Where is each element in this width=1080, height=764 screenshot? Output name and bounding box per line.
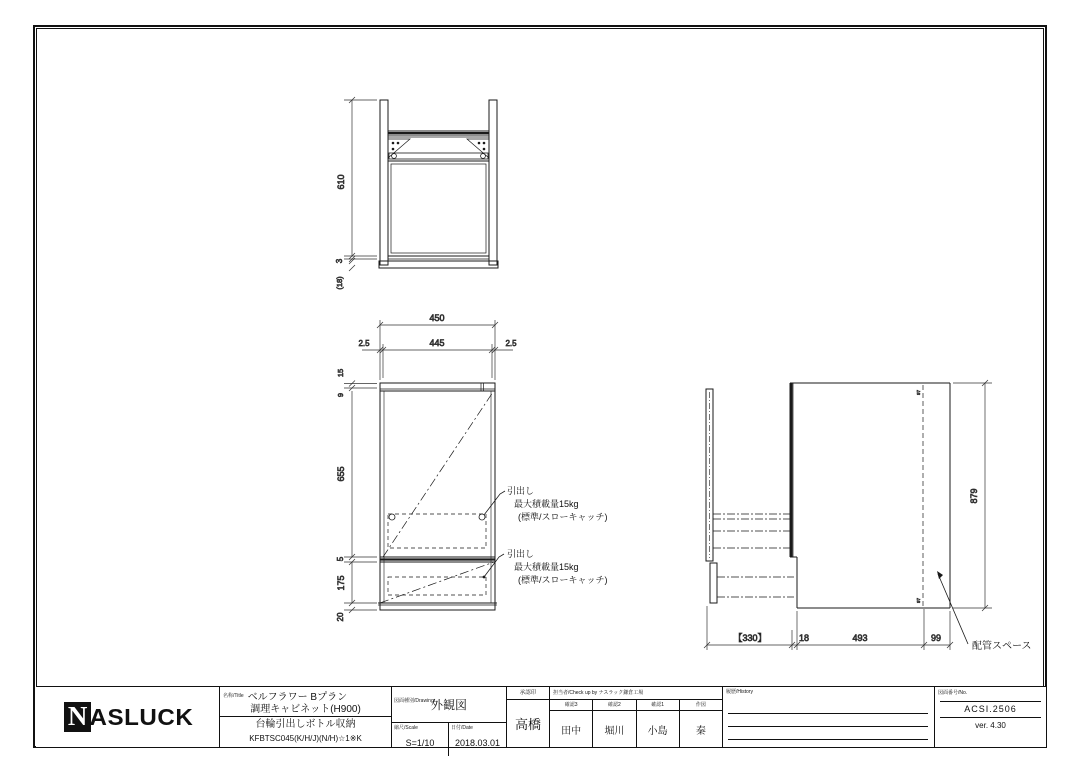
logo-wordmark: ASLUCK bbox=[89, 703, 194, 730]
history-header: 履歴/History bbox=[726, 689, 753, 695]
front-dimensions bbox=[336, 313, 517, 621]
side-dim-height: 879 bbox=[969, 488, 979, 504]
front-dim-top-panel: 15 bbox=[336, 368, 345, 378]
checkup-role-draw: 作図 bbox=[680, 700, 722, 711]
front-dim-divider: 5 bbox=[336, 556, 345, 562]
product-code: KFBTSC045(K/H/J)(N/H)☆1※K bbox=[249, 734, 362, 743]
side-dim-pullout: 【330】 bbox=[733, 633, 767, 643]
pipe-space-callout bbox=[937, 571, 1032, 652]
product-series: ベルフラワー Bプラン bbox=[247, 691, 348, 703]
plan-dim-gap: 3 bbox=[335, 258, 344, 264]
title-block bbox=[36, 686, 1046, 747]
approval-header: 承認印 bbox=[507, 687, 549, 700]
product-feature: 台輪引出しボトル収納 bbox=[255, 719, 356, 730]
plan-view bbox=[379, 100, 498, 268]
checkup-col-1 bbox=[636, 700, 679, 747]
pipe-tick-top: 97 bbox=[916, 389, 921, 395]
callout-upper-line3: (標準/スローキャッチ) bbox=[518, 512, 608, 522]
plan-dim-base: (18) bbox=[335, 276, 344, 290]
side-dimensions bbox=[704, 380, 992, 650]
front-callouts bbox=[483, 485, 608, 585]
callout-upper-line1: 引出し bbox=[507, 486, 535, 496]
side-dim-depth: 493 bbox=[852, 633, 868, 643]
logo-n-mark: N bbox=[64, 702, 92, 732]
history-rule-3 bbox=[728, 739, 928, 740]
checkup-col-3 bbox=[550, 700, 592, 747]
checkup-role-3: 確認3 bbox=[550, 700, 592, 711]
front-dim-drawer: 175 bbox=[336, 575, 346, 591]
checkup-col-draw bbox=[679, 700, 722, 747]
history-cell bbox=[722, 687, 934, 747]
side-dim-front: 18 bbox=[798, 633, 810, 643]
approval-stamp: 高橋 bbox=[514, 716, 541, 732]
checkup-header: 担当者/Check up by ナスラック鎌倉工場 bbox=[550, 687, 722, 700]
checkup-stamp-draw: 秦 bbox=[695, 725, 706, 737]
checkup-stamp-3: 田中 bbox=[561, 725, 582, 737]
title-cell bbox=[219, 687, 391, 747]
front-dim-left-gap: 2.5 bbox=[358, 339, 370, 348]
date-header: 日付/Date bbox=[451, 725, 473, 731]
drawing-number-cell bbox=[934, 687, 1046, 747]
side-view bbox=[706, 383, 950, 608]
checkup-role-1: 確認1 bbox=[637, 700, 679, 711]
front-dim-body: 655 bbox=[336, 466, 346, 482]
checkup-role-2: 確認2 bbox=[593, 700, 635, 711]
callout-lower-line1: 引出し bbox=[507, 549, 535, 559]
drawing-type-header: 図面種別/Drawing bbox=[394, 698, 434, 704]
checkup-stamp-2: 堀川 bbox=[604, 725, 625, 737]
front-dim-overall-width: 450 bbox=[429, 313, 445, 323]
date-value: 2018.03.01 bbox=[454, 738, 501, 748]
drawing-number-value: ACSI.2506 bbox=[964, 704, 1017, 714]
approval-cell bbox=[506, 687, 549, 747]
plan-dim-height: 610 bbox=[336, 174, 346, 190]
history-rule-1 bbox=[728, 713, 928, 714]
drawing-type-cell bbox=[391, 687, 506, 747]
title-header: 名称/Title bbox=[223, 692, 244, 699]
checkup-cell bbox=[549, 687, 722, 747]
checkup-stamp-1: 小島 bbox=[647, 725, 668, 737]
checkup-col-2 bbox=[592, 700, 635, 747]
product-name: 調理キャビネット(H900) bbox=[220, 703, 391, 717]
plan-dimensions bbox=[335, 97, 377, 290]
scale-value: S=1/10 bbox=[405, 738, 435, 748]
company-logo bbox=[36, 687, 219, 747]
drawing-version: ver. 4.30 bbox=[975, 721, 1006, 730]
pipe-tick-bottom: 97 bbox=[916, 597, 921, 603]
callout-lower-line2: 最大積載量15kg bbox=[514, 562, 579, 572]
front-dim-inner-width: 445 bbox=[429, 338, 445, 348]
history-rule-2 bbox=[728, 726, 928, 727]
front-dim-base: 20 bbox=[336, 612, 345, 622]
drawing-type-value: 外観図 bbox=[430, 698, 467, 712]
callout-upper-line2: 最大積載量15kg bbox=[514, 499, 579, 509]
front-dim-top-gap: 9 bbox=[336, 392, 345, 398]
pipe-space-label: 配管スペース bbox=[972, 641, 1032, 652]
drawing-number-header: 図面番号/No. bbox=[938, 690, 968, 696]
front-view bbox=[378, 383, 497, 610]
callout-lower-line3: (標準/スローキャッチ) bbox=[518, 575, 608, 585]
scale-header: 縮尺/Scale bbox=[394, 725, 418, 731]
front-dim-right-gap: 2.5 bbox=[505, 339, 517, 348]
side-dim-pipe: 99 bbox=[930, 633, 942, 643]
